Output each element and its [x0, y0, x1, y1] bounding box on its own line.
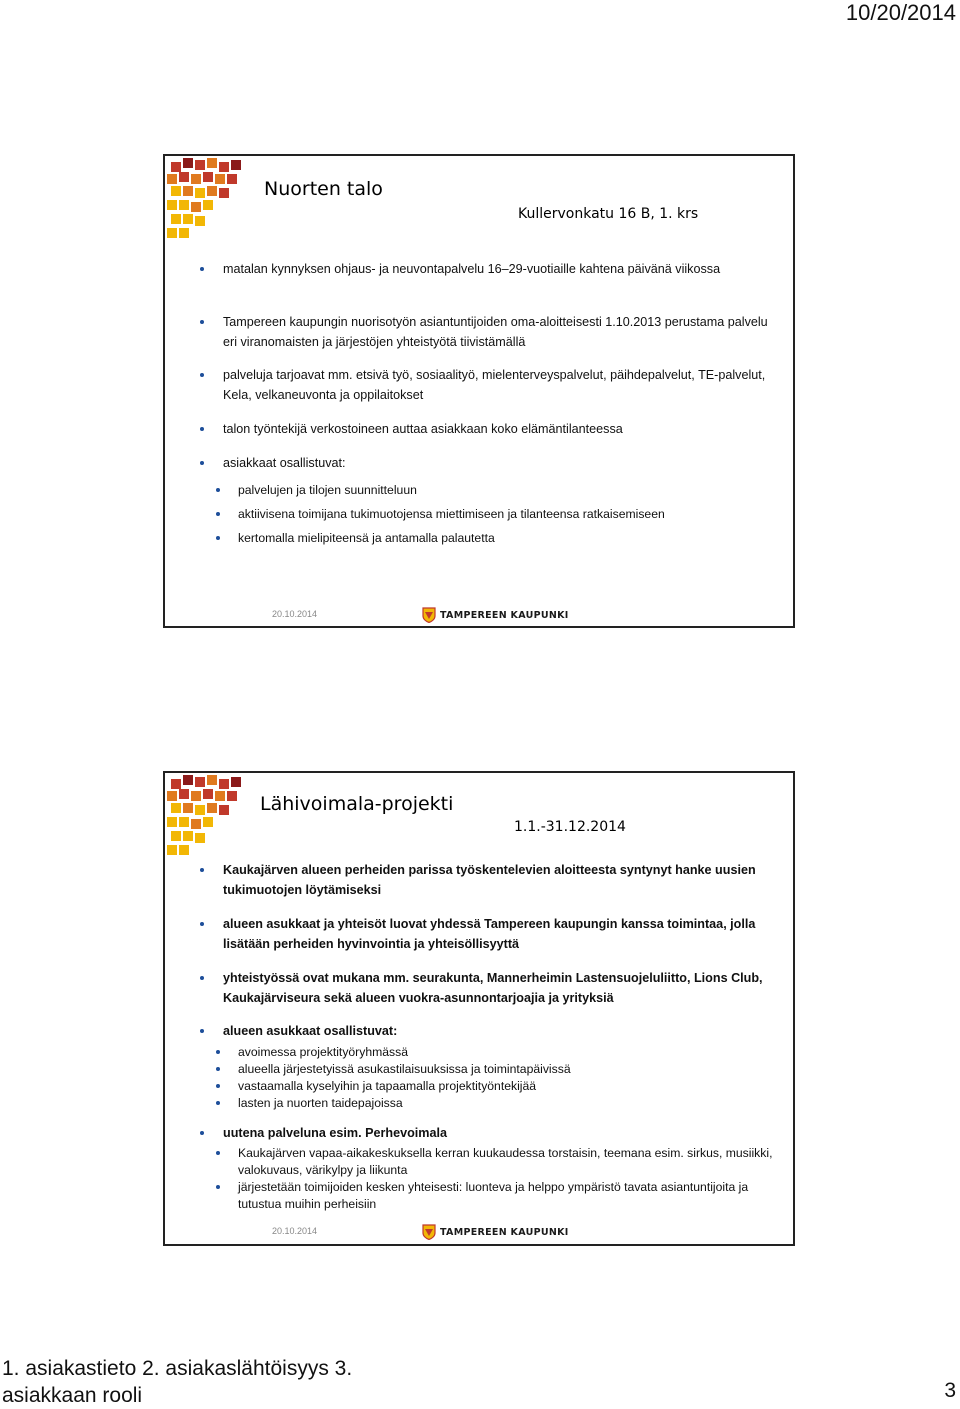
slide-nuorten-talo: [163, 154, 795, 628]
bullet-item: Kaukajärven alueen perheiden parissa työskentelevien aloitteesta syntynyt hanke uusien tukimuotojen löytämiseksi: [223, 861, 773, 900]
sub-bullet-item: vastaamalla kyselyihin ja tapaamalla projektityöntekijää: [238, 1078, 773, 1095]
slide-footer-date: 20.10.2014: [272, 1226, 318, 1236]
sub-bullet-item: lasten ja nuorten taidepajoissa: [238, 1095, 773, 1112]
brand-text: TAMPEREEN KAUPUNKI: [440, 609, 569, 621]
sub-bullet-item: kertomalla mielipiteensä ja antamalla palautetta: [238, 530, 773, 547]
footer-line-1: 1. asiakastieto 2. asiakaslähtöisyys 3.: [2, 1357, 353, 1380]
slide-title: Lähivoimala-projekti: [260, 793, 454, 815]
tampere-brand-logo: [422, 607, 569, 623]
slide-footer-date: 20.10.2014: [272, 609, 318, 619]
decorative-blocks-logo: [165, 156, 249, 242]
bullet-item: matalan kynnyksen ohjaus- ja neuvontapalvelu 16–29-vuotiaille kahtena päivänä viikossa: [223, 260, 773, 280]
bullet-item: alueen asukkaat osallistuvat:: [223, 1022, 773, 1042]
tampere-shield-icon: [422, 1224, 436, 1240]
bullet-item: palveluja tarjoavat mm. etsivä työ, sosiaalityö, mielenterveyspalvelut, päihdepalvelut, TE-palvelut, Kela, velkaneuvonta ja oppilaitokset: [223, 366, 773, 405]
bullet-item: Tampereen kaupungin nuorisotyön asiantuntijoiden oma-aloitteisesti 1.10.2013 perustama palvelu eri viranomaisten ja järjestöjen yhteistyötä tiivistämällä: [223, 313, 773, 352]
bullet-item: alueen asukkaat ja yhteisöt luovat yhdessä Tampereen kaupungin kanssa toimintaa, jolla lisätään perheiden hyvinvointia ja yhteisöllisyyttä: [223, 915, 773, 954]
slide-lahivoimala-projekti: [163, 771, 795, 1246]
page-number: 3: [944, 1379, 956, 1402]
sub-bullet-item: järjestetään toimijoiden kesken yhteisesti: luonteva ja helppo ympäristö tavata asiantuntijoita ja tutustua muihin perheisiin: [238, 1179, 773, 1213]
bullet-item: yhteistyössä ovat mukana mm. seurakunta, Mannerheimin Lastensuojeluliitto, Lions Club, Kaukajärviseura sekä alueen vuokra-asunnontarjoajia ja yrityksiä: [223, 969, 773, 1008]
slide-subtitle: Kullervonkatu 16 B, 1. krs: [518, 206, 699, 222]
sub-bullet-item: Kaukajärven vapaa-aikakeskuksella kerran kuukaudessa torstaisin, teemana esim. sirkus, musiikki, valokuvaus, värikylpy ja liikunta: [238, 1146, 773, 1177]
footer-line-2: asiakkaan rooli: [2, 1384, 143, 1407]
decorative-blocks-logo: [165, 773, 249, 859]
page-footer-text: [2, 1355, 352, 1409]
bullet-item: asiakkaat osallistuvat:: [223, 454, 773, 474]
slide-subtitle: 1.1.-31.12.2014: [514, 819, 626, 835]
page-date: 10/20/2014: [845, 0, 956, 25]
slide-title: Nuorten talo: [264, 178, 383, 200]
tampere-brand-logo: [422, 1224, 569, 1240]
tampere-shield-icon: [422, 607, 436, 623]
bullet-item: uutena palveluna esim. Perhevoimala: [223, 1124, 773, 1144]
sub-bullet-item: palvelujen ja tilojen suunnitteluun: [238, 482, 773, 499]
sub-bullet-item: alueella järjestetyissä asukastilaisuuksissa ja toimintapäivissä: [238, 1061, 773, 1078]
bullet-item: talon työntekijä verkostoineen auttaa asiakkaan koko elämäntilanteessa: [223, 420, 773, 440]
sub-bullet-item: avoimessa projektityöryhmässä: [238, 1044, 773, 1061]
brand-text: TAMPEREEN KAUPUNKI: [440, 1226, 569, 1238]
sub-bullet-item: aktiivisena toimijana tukimuotojensa miettimiseen ja tilanteensa ratkaisemiseen: [238, 506, 773, 523]
